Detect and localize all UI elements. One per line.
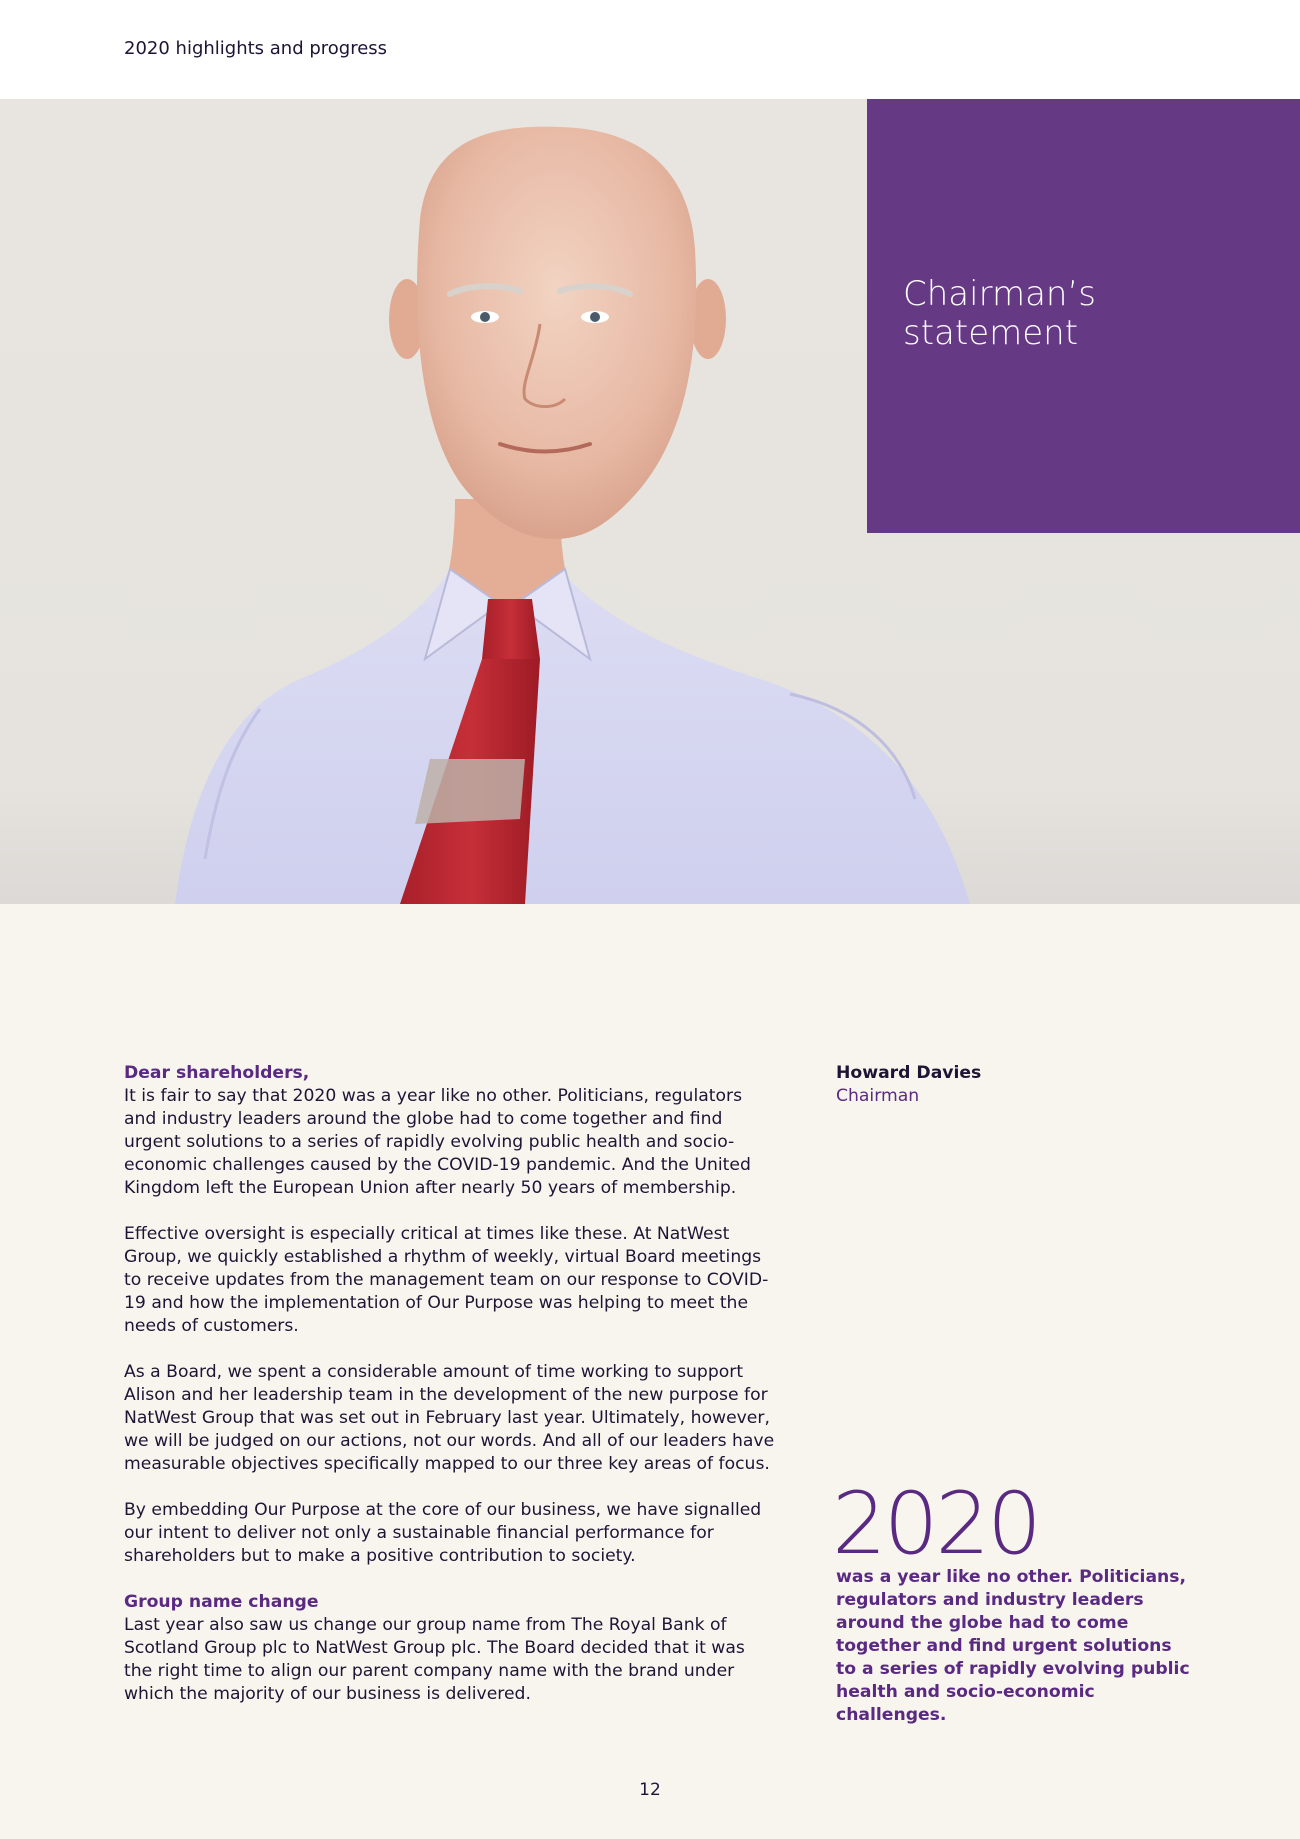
author-role: Chairman: [836, 1086, 920, 1106]
page-number: 12: [639, 1780, 661, 1800]
highlight-year: 2020: [832, 1474, 1039, 1574]
letter-paragraph: By embedding Our Purpose at the core of our business, we have signalled our intent to deliver not only a sustainable financial performance for shareholders but to make a positive contribution to society.: [124, 1500, 762, 1566]
letter-paragraph: [124, 1062, 776, 1200]
section-label: 2020 highlights and progress: [124, 38, 388, 59]
paragraph-text: Last year also saw us change our group name from The Royal Bank of Scotland Group plc to NatWest Group plc. The Board decided that it was the right time to align our parent company name with the brand under which the majority of our business is delivered.: [124, 1615, 745, 1704]
title-panel: [867, 99, 1300, 533]
page-title: Chairman’s statement: [903, 274, 1096, 353]
letter-paragraph: As a Board, we spent a considerable amount of time working to support Alison and her leadership team in the development of the new purpose for NatWest Group that was set out in February last year. Ultimately, however, we will be judged on our actions, not our words. And all of our leaders have measurable objectives specifically mapped to our three key areas of focus.: [124, 1362, 775, 1474]
paragraph-text: It is fair to say that 2020 was a year like no other. Politicians, regulators and industry leaders around the globe had to come together and find urgent solutions to a series of rapidly evolving public health and socio-economic challenges caused by the COVID-19 pandemic. And the United Kingdom left the European Union after nearly 50 years of membership.: [124, 1086, 751, 1198]
salutation: Dear shareholders,: [124, 1063, 310, 1083]
author-name: Howard Davies: [836, 1063, 982, 1083]
letter-paragraph: Effective oversight is especially critical at times like these. At NatWest Group, we quickly established a rhythm of weekly, virtual Board meetings to receive updates from the management team on our response to COVID-19 and how the implementation of Our Purpose was helping to meet the needs of customers.: [124, 1224, 769, 1336]
letter-paragraph: [124, 1591, 776, 1706]
subheading: Group name change: [124, 1592, 319, 1612]
letter-body: [124, 1062, 776, 1729]
author-block: [836, 1062, 981, 1108]
page-header: [0, 0, 1300, 99]
pull-quote: was a year like no other. Politicians, regulators and industry leaders around the globe had to come together and find urgent solutions to a series of rapidly evolving public health and socio-economic challenges.: [836, 1567, 1190, 1725]
